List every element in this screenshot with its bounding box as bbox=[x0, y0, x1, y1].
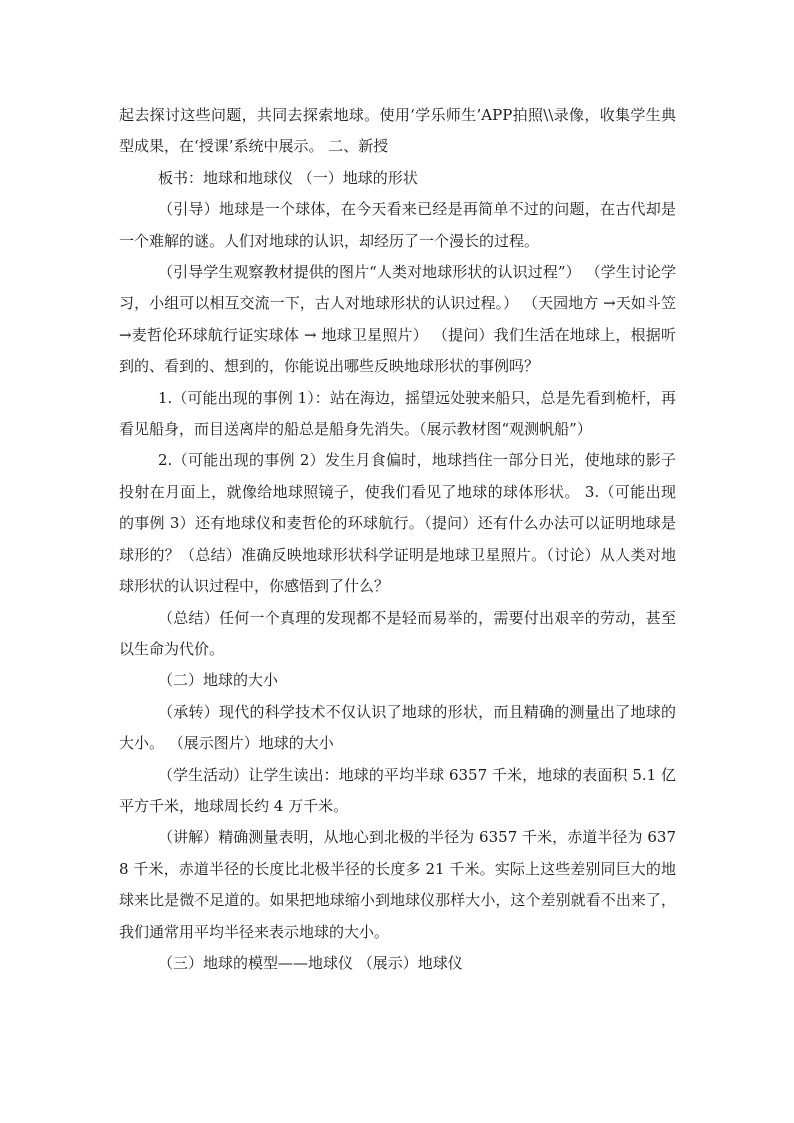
section-heading-size: （二）地球的大小 bbox=[158, 671, 279, 690]
paragraph-intro: （引导）地球是一个球体，在今天看来已经是再简单不过的问题，在古代却是一个难解的谜。人们对地球的认识，却经历了一个漫长的过程。 bbox=[119, 200, 676, 250]
paragraph-board-title: 板书：地球和地球仪 （一）地球的形状 bbox=[158, 168, 418, 187]
document-body bbox=[119, 100, 676, 979]
paragraph-guide-observe: （引导学生观察教材提供的图片“人类对地球形状的认识过程”） （学生讨论学习，小组可以相互交流一下，古人对地球形状的认识过程。） （天园地方 →天如斗笠 →麦哲伦环球航行证实球体 → 地球卫星照片） （提问）我们生活在地球上，根据听到的、看到的、想到的，你能说出哪些反映地球形状的事例吗？ bbox=[119, 263, 676, 376]
paragraph-summary: （总结）任何一个真理的发现都不是轻而易举的，需要付出艰辛的劳动，甚至以生命为代价。 bbox=[119, 608, 676, 658]
paragraph-example-2-3: 2.（可能出现的事例 2）发生月食偏时，地球挡住一部分日光，使地球的影子投射在月面上，就像给地球照镜子，使我们看见了地球的球体形状。 3.（可能出现的事例 3）还有地球仪和麦哲伦的环球航行。（提问）还有什么办法可以证明地球是球形的？（总结）准确反映地球形状科学证明是地球卫星照片。（讨论）从人类对地球形状的认识过程中，你感悟到了什么？ bbox=[119, 451, 676, 596]
paragraph-example-1: 1.（可能出现的事例 1）：站在海边，摇望远处驶来船只，总是先看到桅杆，再看见船身，而目送离岸的船总是船身先消失。（展示教材图“观测帆船”） bbox=[119, 388, 676, 439]
paragraph-continuation: 起去探讨这些问题，共同去探索地球。使用‘学乐师生’APP拍照\\录像，收集学生典型成果，在‘授课’系统中展示。 二、新授 bbox=[119, 106, 676, 156]
paragraph-transition: （承转）现代的科学技术不仅认识了地球的形状，而且精确的测量出了地球的大小。 （展示图片）地球的大小 bbox=[119, 702, 676, 753]
paragraph-student-activity: （学生活动）让学生读出：地球的平均半球 6357 千米，地球的表面积 5.1 亿平方千米，地球周长约 4 万千米。 bbox=[119, 765, 676, 815]
paragraph-explanation: （讲解）精确测量表明，从地心到北极的半径为 6357 千米，赤道半径为 6378 千米，赤道半径的长度比北极半径的长度多 21 千米。实际上这些差别同巨大的地球来比是微不足道的。如果把地球缩小到地球仪那样大小，这个差别就看不出来了，我们通常用平均半径来表示地球的大小。 bbox=[119, 828, 676, 941]
section-heading-model: （三）地球的模型——地球仪 （展示）地球仪 bbox=[158, 953, 463, 972]
